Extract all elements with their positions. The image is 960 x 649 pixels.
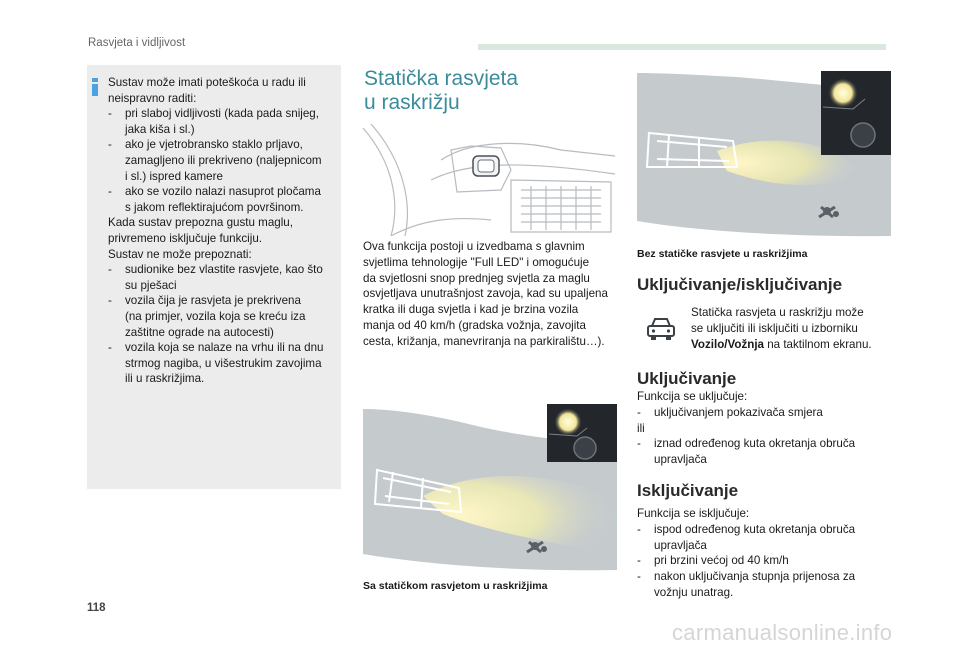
info-line: neispravno raditi: bbox=[108, 91, 197, 105]
toggle-heading: Uključivanje/isključivanje bbox=[637, 275, 843, 294]
caption-without-lighting: Bez statičke rasvjete u raskrižjima bbox=[637, 248, 808, 260]
info-text bbox=[108, 75, 334, 387]
bullet-text: (na primjer, vozila koja se kreću iza bbox=[125, 309, 306, 323]
description-line: manja od 40 km/h (gradska vožnja, zavojita bbox=[363, 318, 586, 332]
bullet-text: s jakom reflektirajućom površinom. bbox=[125, 200, 304, 214]
bullet-text: ako je vjetrobransko staklo prljavo, bbox=[125, 138, 303, 152]
bullet-item bbox=[108, 184, 334, 215]
off-section bbox=[637, 506, 887, 601]
toggle-text-line: Statička rasvjeta u raskrižju može bbox=[691, 306, 864, 319]
info-icon bbox=[92, 78, 98, 96]
diagram-with-cornering-light bbox=[363, 404, 617, 574]
toggle-text bbox=[691, 305, 891, 352]
info-line: Sustav može imati poteškoća u radu ili bbox=[108, 76, 306, 89]
bullet-item bbox=[108, 262, 334, 293]
bullet-dash: - bbox=[637, 437, 641, 451]
bullet-item bbox=[637, 569, 887, 601]
bullet-text: upravljača bbox=[654, 538, 707, 552]
on-heading: Uključivanje bbox=[637, 369, 737, 388]
description bbox=[363, 239, 619, 350]
bullet-dash: - bbox=[637, 522, 641, 536]
description-line: da svjetlosni snop prednjeg svjetla za maglu bbox=[363, 271, 590, 285]
bullet-dash: - bbox=[108, 185, 112, 199]
bullet-item bbox=[108, 293, 334, 340]
fog-light-illustration bbox=[361, 120, 617, 236]
bullet-item bbox=[637, 405, 887, 421]
bullet-text: ispod određenog kuta okretanja obruča bbox=[654, 522, 856, 536]
diagram-without-cornering-light bbox=[637, 71, 891, 240]
on-intro: Funkcija se uključuje: bbox=[637, 390, 748, 403]
bullet-item bbox=[637, 553, 887, 569]
bullet-text: vozila koja se nalaze na vrhu ili na dnu bbox=[125, 341, 324, 355]
car-icon bbox=[645, 316, 677, 342]
info-line: privremeno isključuje funkciju. bbox=[108, 231, 263, 245]
bullet-dash: - bbox=[108, 263, 112, 277]
description-line: Ova funkcija postoji u izvedbama s glavnim bbox=[363, 240, 585, 253]
bullet-text: nakon uključivanja stupnja prijenosa za bbox=[654, 570, 856, 584]
bullet-dash: - bbox=[108, 294, 112, 308]
bullet-text: ili u raskrižjima. bbox=[125, 372, 205, 386]
bullet-item bbox=[108, 340, 334, 387]
bullet-text: pri slaboj vidljivosti (kada pada snijeg, bbox=[125, 107, 319, 121]
bullet-item bbox=[637, 522, 887, 554]
bullet-text: uključivanjem pokazivača smjera bbox=[654, 405, 823, 419]
bullet-item bbox=[108, 137, 334, 184]
description-line: cesta, križanja, manevriranja na parkiralištu…). bbox=[363, 334, 605, 348]
info-line: Kada sustav prepozna gustu maglu, bbox=[108, 216, 293, 230]
bullet-text: zaštitne ograde na autocesti) bbox=[125, 325, 274, 339]
bullet-text: vozila čija je rasvjeta je prekrivena bbox=[125, 294, 301, 308]
bullet-text: zamagljeno ili prekriveno (naljepnicom bbox=[125, 153, 322, 167]
bullet-dash: - bbox=[637, 570, 641, 584]
page-title bbox=[364, 67, 518, 115]
info-line: Sustav ne može prepoznati: bbox=[108, 247, 252, 261]
toggle-text-line: se uključiti ili isključiti u izborniku bbox=[691, 321, 858, 335]
bullet-dash: - bbox=[108, 341, 112, 355]
off-heading: Isključivanje bbox=[637, 481, 739, 500]
bullet-text: sudionike bez vlastite rasvjete, kao što bbox=[125, 263, 323, 277]
bullet-text: jaka kiša i sl.) bbox=[125, 122, 195, 136]
bullet-text: pri brzini većoj od 40 km/h bbox=[654, 554, 789, 568]
bullet-item bbox=[108, 106, 334, 137]
bullet-text: vožnju unatrag. bbox=[654, 585, 734, 599]
section-title: Rasvjeta i vidljivost bbox=[88, 37, 186, 49]
on-section bbox=[637, 389, 887, 468]
or-text: ili bbox=[637, 421, 645, 435]
title-line: Statička rasvjeta bbox=[364, 67, 519, 90]
bullet-dash: - bbox=[637, 405, 641, 419]
bullet-text: iznad određenog kuta okretanja obruča bbox=[654, 437, 856, 451]
header-divider bbox=[478, 44, 886, 50]
bullet-dash: - bbox=[108, 107, 112, 121]
page-number: 118 bbox=[87, 602, 106, 614]
description-line: svjetlima tehnologije "Full LED" i omogućuje bbox=[363, 255, 590, 269]
title-line: u raskrižju bbox=[364, 91, 460, 114]
off-intro: Funkcija se isključuje: bbox=[637, 507, 750, 520]
bullet-text: su pješaci bbox=[125, 278, 177, 292]
menu-path: Vozilo/Vožnja bbox=[691, 337, 764, 351]
bullet-text: ako se vozilo nalazi nasuprot pločama bbox=[125, 185, 321, 199]
toggle-text-tail: na taktilnom ekranu. bbox=[764, 337, 872, 351]
bullet-text: strmog nagiba, u višestrukim zavojima bbox=[125, 356, 322, 370]
bullet-text: upravljača bbox=[654, 453, 707, 467]
bullet-dash: - bbox=[637, 554, 641, 568]
caption-with-lighting: Sa statičkom rasvjetom u raskrižjima bbox=[363, 580, 548, 592]
watermark: carmanualsonline.info bbox=[672, 620, 893, 645]
bullet-text: i sl.) ispred kamere bbox=[125, 169, 223, 183]
bullet-item bbox=[637, 436, 887, 468]
bullet-dash: - bbox=[108, 138, 112, 152]
description-line: osvjetljava unutrašnjost zavoja, kad su upaljena bbox=[363, 287, 608, 301]
description-line: kratka ili duga svjetla i kad je brzina vozila bbox=[363, 303, 579, 317]
